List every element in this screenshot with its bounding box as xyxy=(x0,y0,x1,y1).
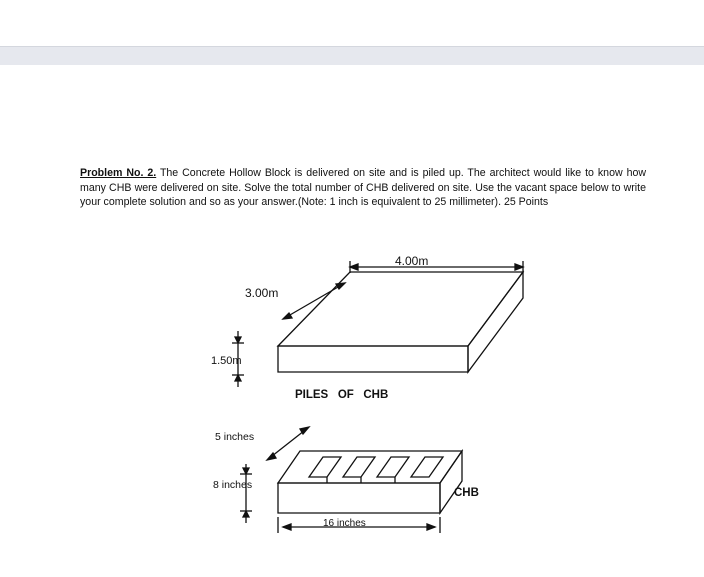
problem-text: The Concrete Hollow Block is delivered on site and is piled up. The architect would like to know how many CHB were delivered on site. Solve the total number of CHB delivered on site. Use the vacant space below to write your complete solution and so as your answer.(Note: 1 inch is equivalent to 25 millimeter). 25 Points xyxy=(80,167,647,208)
top-toolbar-strip xyxy=(0,46,704,65)
chb-side-face xyxy=(440,451,462,513)
pile-drawing xyxy=(205,245,549,553)
pile-top-face xyxy=(278,272,523,346)
block-height-label: 5 inches xyxy=(215,431,255,443)
pile-side-face xyxy=(468,272,523,372)
block-label: CHB xyxy=(454,487,479,499)
chb-pile-figure xyxy=(205,245,549,553)
pile-label: PILES OF CHB xyxy=(295,389,389,401)
dim-width-label: 3.00m xyxy=(245,286,279,300)
pile-front-face xyxy=(278,346,468,372)
dim-width-line xyxy=(283,283,345,319)
problem-statement xyxy=(80,166,646,210)
chb-front-face xyxy=(278,483,440,513)
block-length-label: 16 inches xyxy=(323,518,366,529)
block-width-label: 8 inches xyxy=(213,479,253,491)
dim-length-label: 4.00m xyxy=(395,254,429,268)
dim-height-label: 1.50m xyxy=(211,355,242,367)
problem-title: Problem No. 2. xyxy=(80,167,157,179)
chb-top-face xyxy=(278,451,462,483)
